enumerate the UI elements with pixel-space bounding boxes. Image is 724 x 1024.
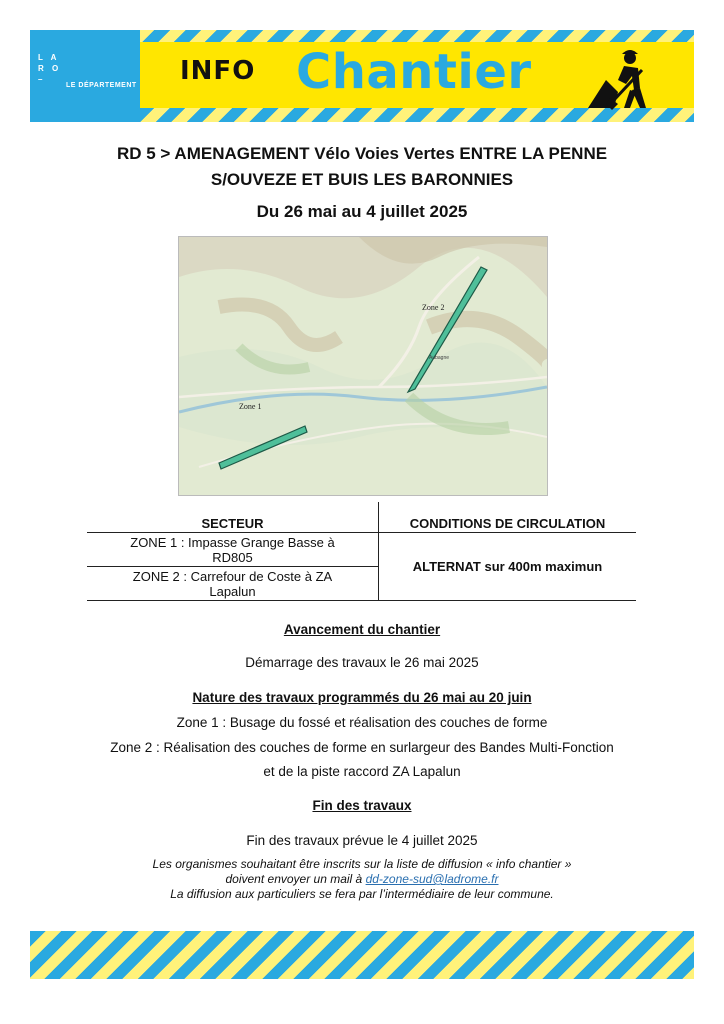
- logo-line-3: –: [38, 75, 46, 84]
- logo-letters: [38, 52, 61, 85]
- diffusion-line-2: [40, 872, 684, 886]
- fin-heading: Fin des travaux: [312, 798, 412, 813]
- table-header-secteur: SECTEUR: [201, 516, 264, 531]
- footer-stripes: [30, 931, 694, 979]
- nature-zone-1: Zone 1 : Busage du fossé et réalisation des couches de forme: [176, 715, 548, 730]
- diffusion-line-2-text: doivent envoyer un mail à: [225, 872, 366, 886]
- diffusion-line-1: Les organismes souhaitant être inscrits sur la liste de diffusion « info chantier »: [152, 857, 572, 871]
- table-row-rule: [87, 566, 378, 567]
- chantier-title: Chantier: [296, 44, 532, 100]
- map-graphic: [179, 237, 547, 495]
- logo-line-2: R O: [38, 64, 62, 73]
- nature-heading: Nature des travaux programmés du 26 mai au 20 juin: [192, 690, 532, 705]
- diffusion-line-3: La diffusion aux particuliers se fera par l’intermédiaire de leur commune.: [170, 887, 554, 901]
- nature-zone-2-line-2: et de la piste raccord ZA Lapalun: [263, 764, 461, 779]
- zone-1-secteur-line-1: ZONE 1 : Impasse Grange Basse à: [130, 535, 335, 550]
- circulation-condition: ALTERNAT sur 400m maximun: [412, 559, 603, 574]
- site-map: [178, 236, 548, 496]
- title-line-2: S/OUVEZE ET BUIS LES BARONNIES: [210, 170, 514, 189]
- department-label: LE DÉPARTEMENT: [66, 82, 137, 89]
- table-bottom-rule: [87, 600, 636, 601]
- zone-1-secteur-line-2: RD805: [212, 550, 253, 565]
- logo-line-1: L A: [38, 53, 60, 62]
- zone-2-secteur-line-1: ZONE 2 : Carrefour de Coste à ZA: [132, 569, 333, 584]
- title-dates: Du 26 mai au 4 juillet 2025: [256, 202, 468, 221]
- fin-text: Fin des travaux prévue le 4 juillet 2025: [246, 833, 478, 848]
- zone-2-label: Zone 2: [422, 303, 445, 312]
- zone-1-label: Zone 1: [239, 402, 262, 411]
- table-header-rule: [87, 532, 636, 533]
- email-link[interactable]: dd-zone-sud@ladrome.fr: [365, 872, 499, 886]
- demarrage-text: Démarrage des travaux le 26 mai 2025: [245, 655, 479, 670]
- worker-shoveling-icon: [584, 46, 656, 116]
- title-line-1: RD 5 > AMENAGEMENT Vélo Voies Vertes ENTRE LA PENNE: [116, 144, 608, 163]
- info-title: INFO: [180, 56, 256, 86]
- avancement-heading: Avancement du chantier: [283, 622, 441, 637]
- zone-2-secteur-line-2: Lapalun: [209, 584, 256, 599]
- place-label-aubagne: Aubagne: [429, 355, 450, 361]
- nature-zone-2-line-1: Zone 2 : Réalisation des couches de forme en surlargeur des Bandes Multi-Fonction: [110, 740, 614, 755]
- table-header-conditions: CONDITIONS DE CIRCULATION: [409, 516, 606, 531]
